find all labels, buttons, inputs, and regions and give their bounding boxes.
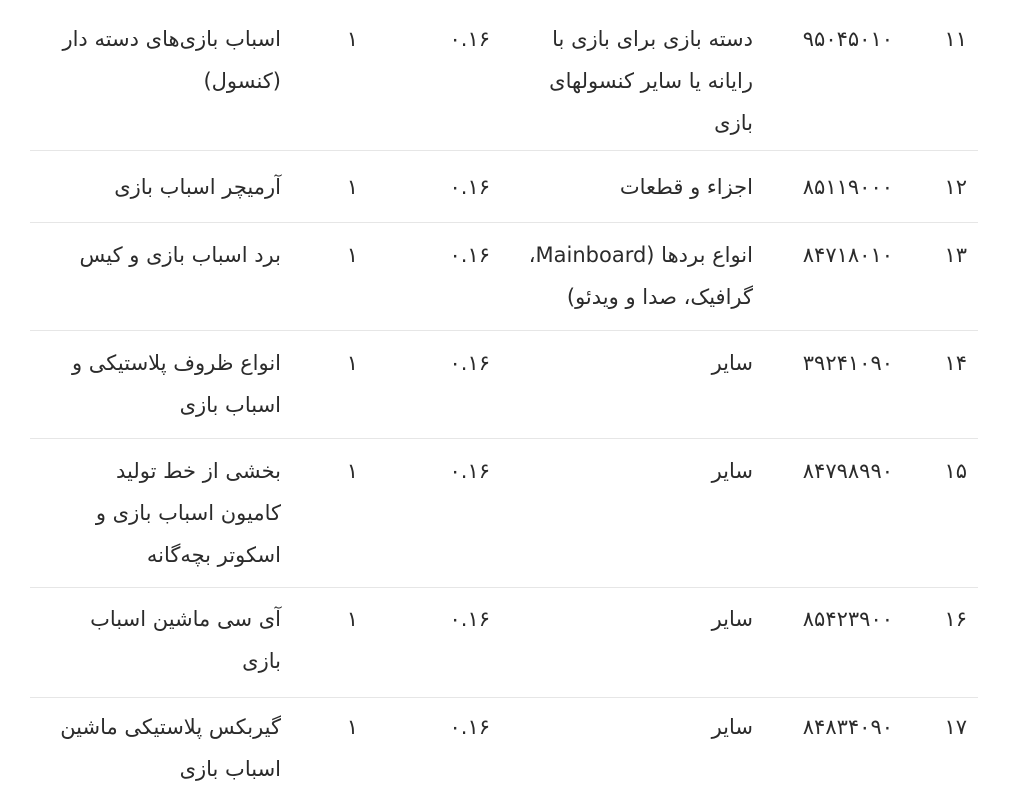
item-description: دسته بازی برای بازی با رایانه یا سایر کنسولهای بازی [549, 27, 753, 135]
row-divider [30, 438, 978, 439]
row-number: ۱۴ [944, 351, 967, 375]
row-number: ۱۵ [944, 459, 967, 483]
product-name: اسباب بازی‌های دسته دار (کنسول) [62, 27, 281, 93]
rate-value: ۰.۱۶ [449, 607, 490, 631]
row-number: ۱۲ [944, 175, 967, 199]
tariff-code: ۸۴۸۳۴۰۹۰ [802, 715, 893, 739]
rate-value: ۰.۱۶ [449, 715, 490, 739]
tariff-code: ۳۹۲۴۱۰۹۰ [802, 351, 893, 375]
row-divider [30, 587, 978, 588]
rate-value: ۰.۱۶ [449, 351, 490, 375]
item-description: سایر [711, 459, 753, 483]
item-description: سایر [711, 351, 753, 375]
quantity-value: ۱ [346, 715, 358, 739]
tariff-code: ۸۵۴۲۳۹۰۰ [802, 607, 893, 631]
rate-value: ۰.۱۶ [449, 27, 490, 51]
quantity-value: ۱ [346, 351, 358, 375]
item-description: انواع بردها (Mainboard، گرافیک، صدا و ویدئو) [528, 243, 753, 309]
item-description: سایر [711, 607, 753, 631]
row-number: ۱۳ [944, 243, 967, 267]
quantity-value: ۱ [346, 243, 358, 267]
product-name: گیربکس پلاستیکی ماشین اسباب بازی [60, 715, 281, 781]
tariff-code: ۸۴۷۹۸۹۹۰ [802, 459, 893, 483]
row-number: ۱۷ [944, 715, 967, 739]
product-name: برد اسباب بازی و کیس [79, 243, 281, 267]
row-number: ۱۶ [944, 607, 967, 631]
item-description: سایر [711, 715, 753, 739]
tariff-code: ۸۵۱۱۹۰۰۰ [802, 175, 893, 199]
rate-value: ۰.۱۶ [449, 243, 490, 267]
product-name: آی سی ماشین اسباب بازی [90, 607, 281, 673]
quantity-value: ۱ [346, 27, 358, 51]
tariff-code: ۸۴۷۱۸۰۱۰ [802, 243, 893, 267]
row-divider [30, 222, 978, 223]
row-divider [30, 697, 978, 698]
rate-value: ۰.۱۶ [449, 459, 490, 483]
product-name: انواع ظروف پلاستیکی و اسباب بازی [71, 351, 281, 417]
row-divider [30, 150, 978, 151]
tariff-code: ۹۵۰۴۵۰۱۰ [802, 27, 893, 51]
quantity-value: ۱ [346, 607, 358, 631]
rate-value: ۰.۱۶ [449, 175, 490, 199]
product-name: بخشی از خط تولید کامیون اسباب بازی و اسکوتر بچه‌گانه [95, 459, 281, 567]
quantity-value: ۱ [346, 175, 358, 199]
quantity-value: ۱ [346, 459, 358, 483]
row-divider [30, 330, 978, 331]
item-description: اجزاء و قطعات [619, 175, 753, 199]
product-name: آرمیچر اسباب بازی [114, 175, 281, 199]
row-number: ۱۱ [944, 27, 967, 51]
